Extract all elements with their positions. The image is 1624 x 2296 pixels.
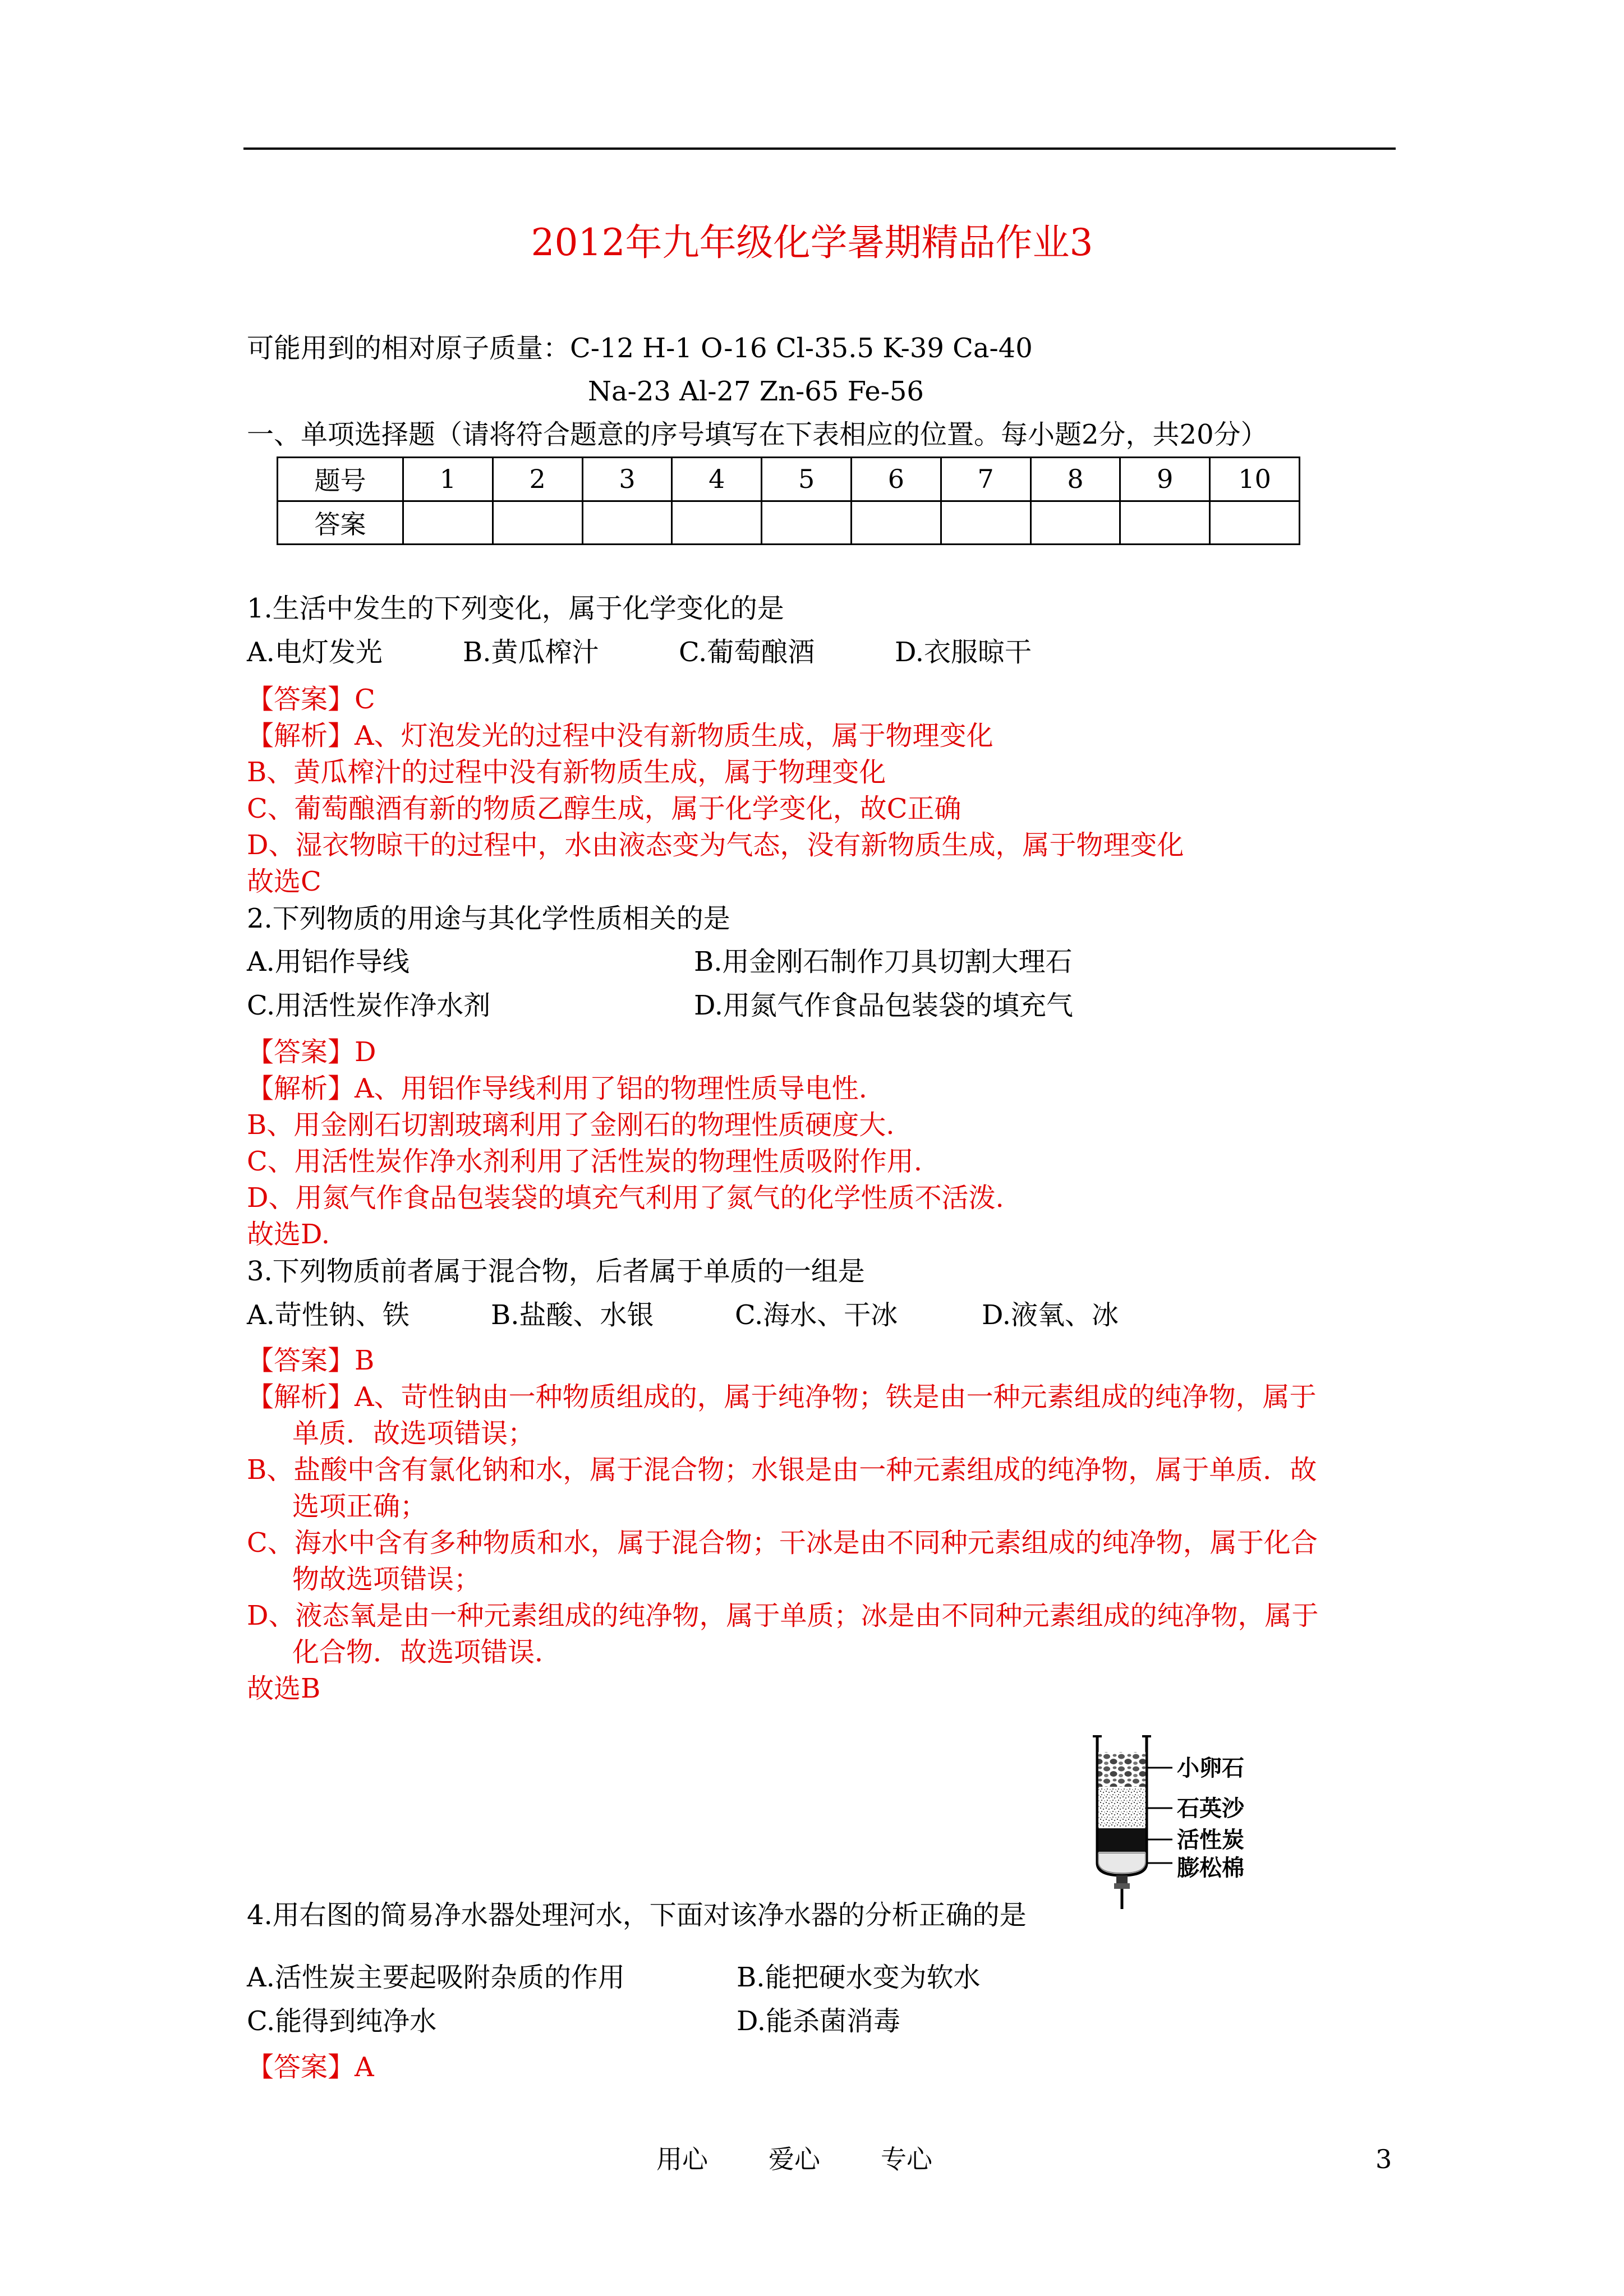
q1-stem: 1.生活中发生的下列变化，属于化学变化的是 [247, 593, 784, 624]
answer-table-row2-label: 答案 [278, 501, 403, 545]
q1-conclusion: 故选C [247, 866, 321, 897]
q1-analysis-line: D、湿衣物晾干的过程中，水由液态变为气态，没有新物质生成，属于物理变化 [247, 829, 1184, 861]
answer-cell[interactable] [1120, 501, 1210, 545]
figure-label-pebbles: 小卵石 [1177, 1755, 1244, 1781]
q3-option-d: D.液氧、冰 [982, 1299, 1119, 1331]
answer-cell[interactable] [851, 501, 941, 545]
q1-analysis-line: B、黄瓜榨汁的过程中没有新物质生成，属于物理变化 [247, 757, 886, 788]
q1-answer: 【答案】C [247, 684, 375, 715]
q4-stem: 4.用右图的简易净水器处理河水，下面对该净水器的分析正确的是 [247, 1899, 1027, 1931]
answer-cell[interactable] [403, 501, 493, 545]
answer-cell[interactable] [941, 501, 1030, 545]
answer-table-number: 2 [493, 458, 582, 501]
answer-table-number: 6 [851, 458, 941, 501]
q3-conclusion: 故选B [247, 1673, 321, 1704]
answer-cell[interactable] [762, 501, 852, 545]
q3-analysis-line: 选项正确； [292, 1491, 427, 1522]
q1-option-d: D.衣服晾干 [895, 637, 1032, 668]
q2-conclusion: 故选D. [247, 1219, 330, 1250]
q2-analysis-line: C、用活性炭作净水剂利用了活性炭的物理性质吸附作用. [247, 1146, 922, 1177]
q3-analysis-line: D、液态氧是由一种元素组成的纯净物，属于单质；冰是由不同种元素组成的纯净物，属于 [247, 1600, 1319, 1631]
answer-cell[interactable] [1030, 501, 1120, 545]
q2-stem: 2.下列物质的用途与其化学性质相关的是 [247, 903, 730, 934]
q2-analysis-line: 【解析】A、用铝作导线利用了铝的物理性质导电性. [247, 1073, 867, 1104]
answer-table-number: 3 [582, 458, 672, 501]
q2-analysis-line: D、用氮气作食品包装袋的填充气利用了氮气的化学性质不活泼. [247, 1182, 1004, 1214]
answer-table-row1-label: 题号 [278, 458, 403, 501]
figure-label-quartz-sand: 石英沙 [1177, 1796, 1244, 1822]
answer-table-number: 8 [1030, 458, 1120, 501]
answer-table-number-row [278, 458, 1300, 501]
page-number: 3 [1375, 2144, 1392, 2174]
footer-motto-1: 用心 [656, 2144, 708, 2174]
q2-analysis-line: B、用金刚石切割玻璃利用了金刚石的物理性质硬度大. [247, 1109, 895, 1141]
section1-heading: 一、单项选择题（请将符合题意的序号填写在下表相应的位置。每小题2分，共20分） [247, 419, 1268, 450]
answer-table-number: 10 [1210, 458, 1300, 501]
q1-option-b: B.黄瓜榨汁 [463, 637, 599, 668]
figure-label-activated-carbon: 活性炭 [1177, 1827, 1244, 1853]
q2-option-d: D.用氮气作食品包装袋的填充气 [694, 990, 1074, 1021]
q3-answer: 【答案】B [247, 1345, 375, 1376]
answer-table-number: 9 [1120, 458, 1210, 501]
q3-analysis-line: C、海水中含有多种物质和水，属于混合物；干冰是由不同种元素组成的纯净物，属于化合 [247, 1527, 1318, 1559]
q3-option-a: A.苛性钠、铁 [247, 1299, 410, 1331]
water-purifier-diagram [1088, 1728, 1313, 1914]
q2-option-c: C.用活性炭作净水剂 [247, 990, 491, 1021]
atomic-masses-line2: Na-23 Al-27 Zn-65 Fe-56 [588, 376, 924, 407]
q2-option-b: B.用金刚石制作刀具切割大理石 [694, 946, 1073, 978]
q1-option-a: A.电灯发光 [247, 637, 383, 668]
answer-table-number: 1 [403, 458, 493, 501]
q3-analysis-line: 物故选项错误； [292, 1564, 481, 1595]
q3-analysis-line: 化合物．故选项错误． [292, 1636, 562, 1668]
atomic-masses-line1: 可能用到的相对原子质量：C-12 H-1 O-16 Cl-35.5 K-39 Ca-40 [247, 333, 1033, 364]
answer-table-answer-row [278, 501, 1300, 545]
footer-motto-3: 专心 [881, 2144, 932, 2174]
answer-table-number: 4 [672, 458, 762, 501]
answer-cell[interactable] [1210, 501, 1300, 545]
q3-analysis-line: 【解析】A、苛性钠由一种物质组成的，属于纯净物；铁是由一种元素组成的纯净物，属于 [247, 1381, 1317, 1413]
footer-motto-2: 爱心 [769, 2144, 820, 2174]
q1-option-c: C.葡萄酿酒 [679, 637, 815, 668]
answer-table-number: 5 [762, 458, 852, 501]
q3-option-c: C.海水、干冰 [735, 1299, 898, 1331]
answer-table [277, 457, 1300, 545]
q3-analysis-line: 单质．故选项错误； [292, 1418, 535, 1449]
figure-label-cotton: 膨松棉 [1177, 1855, 1244, 1881]
q4-option-b: B.能把硬水变为软水 [737, 1962, 981, 1993]
q4-option-c: C.能得到纯净水 [247, 2005, 437, 2037]
answer-table-number: 7 [941, 458, 1030, 501]
q3-option-b: B.盐酸、水银 [491, 1299, 654, 1331]
header-rule [243, 147, 1396, 150]
q3-stem: 3.下列物质前者属于混合物，后者属于单质的一组是 [247, 1256, 865, 1287]
page-title: 2012年九年级化学暑期精品作业3 [531, 221, 1093, 264]
q4-answer: 【答案】A [247, 2051, 374, 2083]
answer-cell[interactable] [493, 501, 582, 545]
q2-option-a: A.用铝作导线 [247, 946, 410, 978]
q3-analysis-line: B、盐酸中含有氯化钠和水，属于混合物；水银是由一种元素组成的纯净物，属于单质．故 [247, 1454, 1317, 1486]
q2-answer: 【答案】D [247, 1036, 376, 1068]
water-purifier-figure [1088, 1728, 1313, 1914]
q4-option-a: A.活性炭主要起吸附杂质的作用 [247, 1962, 625, 1993]
answer-cell[interactable] [672, 501, 762, 545]
q1-analysis-line: C、葡萄酿酒有新的物质乙醇生成，属于化学变化，故C正确 [247, 793, 961, 824]
q4-option-d: D.能杀菌消毒 [737, 2005, 901, 2037]
answer-cell[interactable] [582, 501, 672, 545]
q1-analysis-line: 【解析】A、灯泡发光的过程中没有新物质生成，属于物理变化 [247, 720, 993, 751]
